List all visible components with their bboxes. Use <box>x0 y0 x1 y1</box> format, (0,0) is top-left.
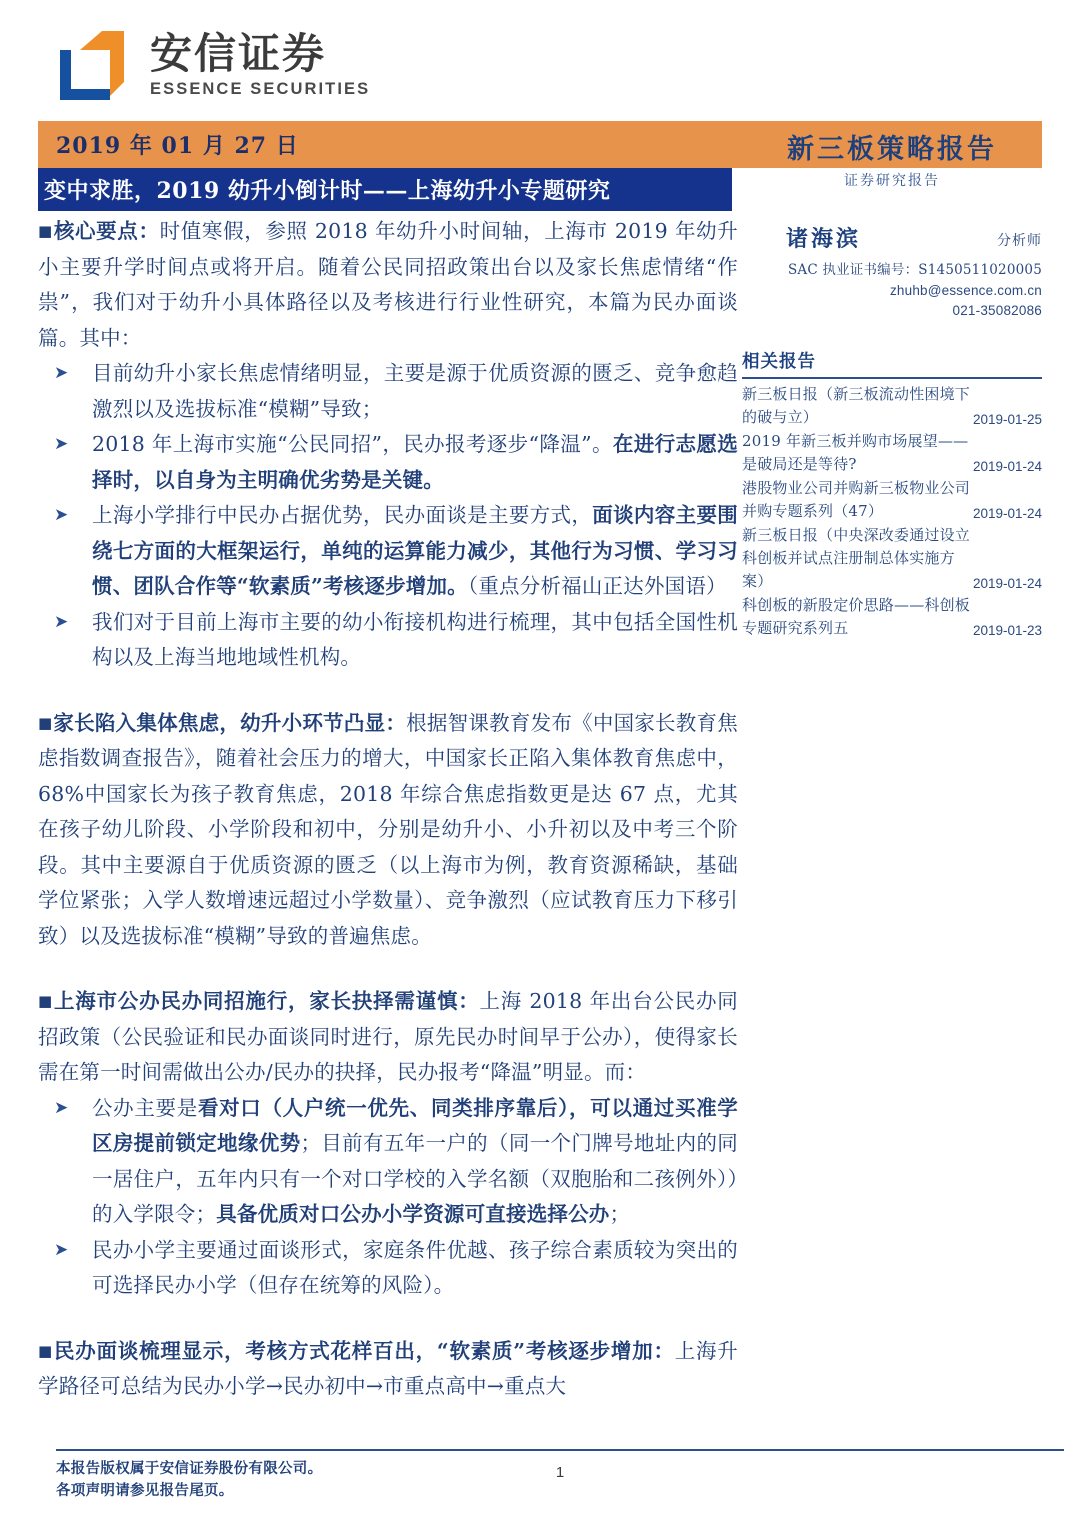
section-interview-paragraph <box>38 1334 738 1405</box>
masthead <box>0 0 1080 118</box>
core-points-lead: 核心要点： <box>53 219 160 243</box>
company-logo <box>58 28 370 102</box>
related-report-date: 2019-01-24 <box>972 576 1042 591</box>
page-number: 1 <box>555 1464 565 1481</box>
logo-cube-top-left <box>80 31 102 50</box>
list-item[interactable] <box>742 477 1042 523</box>
sidebar <box>742 222 1042 641</box>
list-item <box>38 1233 738 1304</box>
bullet-text: 我们对于目前上海市主要的幼小衔接机构进行梳理，其中包括全国性机构以及上海当地地域性机构。 <box>92 609 738 669</box>
bullet-text-tail: （重点分析福山正达外国语） <box>467 574 727 598</box>
arrow-bullet-icon: ➤ <box>54 505 69 525</box>
section-anxiety-lead: 家长陷入集体焦虑，幼升小环节凸显： <box>53 710 407 735</box>
report-kind-title: 新三板策略报告 <box>787 134 997 165</box>
logo-name-en: ESSENCE SECURITIES <box>150 80 371 99</box>
bullet-square-icon: ■ <box>38 1341 53 1360</box>
list-item <box>38 427 738 498</box>
related-report-date: 2019-01-24 <box>972 506 1042 521</box>
title-bar <box>38 168 732 210</box>
logo-wordmark <box>150 28 370 99</box>
analyst-phone: 021-35082086 <box>952 303 1042 318</box>
analyst-email[interactable]: zhuhb@essence.com.cn <box>889 283 1042 298</box>
related-report-name: 2019 年新三板并购市场展望——是破局还是等待? <box>742 432 969 473</box>
bullet-text: 目前幼升小家长焦虑情绪明显，主要是源于优质资源的匮乏、竞争愈趋激烈以及选拔标准“模糊”导致； <box>92 361 738 421</box>
footer-copyright-line2: 各项声明请参见报告尾页。 <box>56 1482 234 1499</box>
footer-copyright-line1: 本报告版权属于安信证券股份有限公司。 <box>56 1460 323 1477</box>
section-anxiety-paragraph <box>38 706 738 955</box>
core-points-text: 时值寒假，参照 2018 年幼升小时间轴，上海市 2019 年幼升小主要升学时间点或将开启。随着公民同招政策出台以及家长焦虑情绪“作祟”，我们对于幼升小具体路径以及考核进行行业性研究，本篇为民办面谈篇。其中： <box>38 219 739 350</box>
section-interview-text: 上海升学路径可总结为民办小学→民办初中→市重点高中→重点大 <box>38 1338 738 1398</box>
related-reports-title: 相关报告 <box>742 352 816 372</box>
bullet-square-icon: ■ <box>38 992 53 1010</box>
bullet-square-icon: ■ <box>38 222 53 240</box>
logo-cube-side-corner <box>110 82 124 96</box>
related-report-name: 科创板的新股定价思路——科创板专题研究系列五 <box>742 596 971 637</box>
section-interview-lead: 民办面谈梳理显示，考核方式花样百出，“软素质”考核逐步增加： <box>53 1338 675 1363</box>
related-report-date: 2019-01-24 <box>972 459 1042 474</box>
analyst-role: 分析师 <box>997 233 1042 249</box>
arrow-bullet-icon: ➤ <box>54 1097 69 1118</box>
section-policy-paragraph <box>38 984 738 1091</box>
analyst-sac-number: SAC 执业证书编号：S1450511020005 <box>787 262 1042 278</box>
list-item <box>38 1091 738 1233</box>
bullet-text: 公办主要是 <box>92 1095 198 1120</box>
section-policy-lead: 上海市公办民办同招施行，家长抉择需谨慎： <box>53 989 480 1013</box>
body-top-rule <box>38 208 732 211</box>
logo-name-cn: 安信证券 <box>150 29 327 78</box>
section-anxiety-text: 根据智课教育发布《中国家长教育焦虑指数调查报告》，随着社会压力的增大，中国家长正陷入集体教育焦虑中，68%中国家长为孩子教育焦虑，2018 年综合焦虑指数更是达 67 点，尤其在孩子幼儿阶段、小学阶段和初中，分别是幼升小、小升初以及中考三个阶段。其中主要源自于优质资源的匮乏（以上海市为例，教育资源稀缺，基础学位紧张；入学人数增速远超过小学数量）、竞争激烈（应试教育压力下移引致）以及选拔标准“模糊”导致的普遍焦虑。 <box>38 710 738 948</box>
related-reports-list <box>742 383 1042 640</box>
bullet-text: 2018 年上海市实施“公民同招”，民办报考逐步“降温”。 <box>92 432 613 456</box>
analyst-block <box>742 222 1042 318</box>
essence-logo-icon <box>58 28 136 102</box>
related-report-name: 新三板日报（新三板流动性困境下的破与立） <box>742 385 971 426</box>
arrow-bullet-icon: ➤ <box>54 434 69 454</box>
bullet-text-bold: 面谈内容主要围绕七方面的大框架运行，单纯的运算能力减少，其他行为习惯、学习习惯、团队合作等“软素质”考核逐步增加。 <box>92 503 738 598</box>
arrow-bullet-icon: ➤ <box>54 363 69 383</box>
arrow-bullet-icon: ➤ <box>54 1239 69 1260</box>
related-report-name: 新三板日报（中央深改委通过设立科创板并试点注册制总体实施方案） <box>742 526 971 590</box>
bullet-text-bold: 在进行志愿选择时，以自身为主明确优劣势是关键。 <box>92 432 738 492</box>
report-kind-block <box>742 127 1042 190</box>
logo-cube-top-right <box>102 31 124 50</box>
related-report-name: 港股物业公司并购新三板物业公司并购专题系列（47） <box>742 479 971 520</box>
analyst-name: 诸海滨 <box>786 226 862 252</box>
related-report-date: 2019-01-25 <box>972 412 1042 427</box>
list-item <box>38 605 738 676</box>
list-item[interactable] <box>742 594 1042 640</box>
logo-cube-side <box>110 50 124 82</box>
related-report-date: 2019-01-23 <box>972 623 1042 638</box>
footer <box>56 1458 1064 1502</box>
list-item[interactable] <box>742 524 1042 593</box>
bullet-text-bold: 看对口（人户统一优先、同类排序靠后），可以通过买准学区房提前锁定地缘优势 <box>92 1095 739 1155</box>
footer-rule <box>56 1449 1064 1451</box>
list-item <box>38 356 738 427</box>
bullet-text: 民办小学主要通过面谈形式，家庭条件优越、孩子综合素质较为突出的可选择民办小学（但存在统筹的风险）。 <box>92 1237 738 1297</box>
related-reports-rule <box>742 377 1042 379</box>
analyst-name-row <box>742 222 1042 253</box>
list-item <box>38 498 738 605</box>
section-policy-list <box>38 1091 738 1304</box>
bullet-text: 上海小学排行中民办占据优势，民办面谈是主要方式， <box>92 503 593 527</box>
page-title: 变中求胜，2019 幼升小倒计时——上海幼升小专题研究 <box>44 178 611 204</box>
bullet-text-tail-2: ； <box>609 1202 631 1226</box>
section-policy-text: 上海 2018 年出台公民办同招政策（公民验证和民办面谈同时进行，原先民办时间早于公办），使得家长需在第一时间需做出公办/民办的抉择，民办报考“降温”明显。而： <box>38 989 738 1084</box>
report-date: 2019 年 01 月 27 日 <box>56 133 299 159</box>
core-points-list <box>38 356 738 676</box>
bullet-text-bold-2: 具备优质对口公办小学资源可直接选择公办 <box>216 1202 610 1226</box>
bullet-square-icon: ■ <box>38 713 53 732</box>
list-item[interactable] <box>742 383 1042 429</box>
bullet-text-tail: ；目前有五年一户的（同一个门牌号地址内的同一居住户，五年内只有一个对口学校的入学名额（双胞胎和二孩例外））的入学限令； <box>92 1131 739 1226</box>
report-kind-subtitle: 证券研究报告 <box>844 173 940 189</box>
core-points-paragraph <box>38 214 738 356</box>
list-item[interactable] <box>742 430 1042 476</box>
arrow-bullet-icon: ➤ <box>54 611 69 632</box>
logo-l-bracket <box>60 50 110 100</box>
body-column <box>38 214 738 1405</box>
